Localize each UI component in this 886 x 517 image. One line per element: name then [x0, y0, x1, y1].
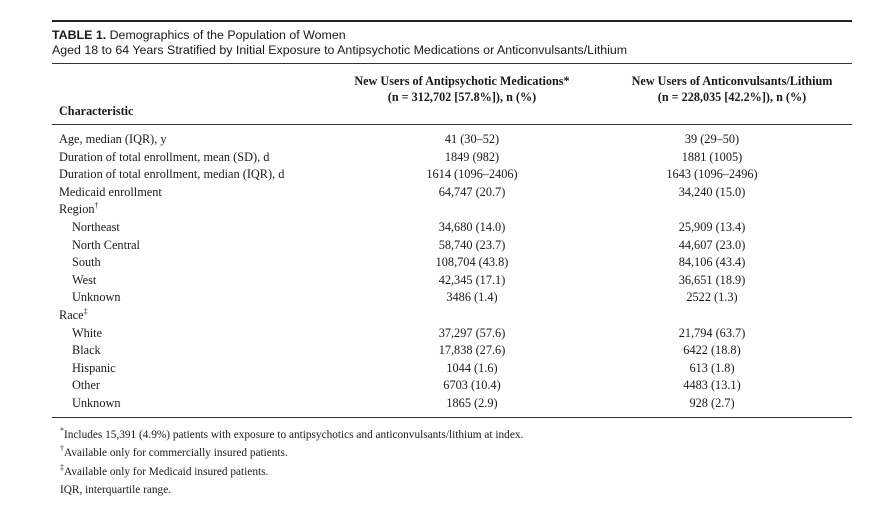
cell-antipsychotic: 6703 (10.4) — [443, 378, 501, 393]
table-row — [52, 131, 852, 149]
cell-antipsychotic: 108,704 (43.8) — [435, 255, 509, 270]
row-label — [72, 342, 101, 360]
demographics-table — [52, 20, 852, 500]
cell-antipsychotic: 1614 (1096–2406) — [426, 167, 518, 182]
row-label-text: Race — [59, 307, 84, 322]
table-row — [52, 377, 852, 395]
footnote-marker: † — [94, 201, 99, 211]
cell-anticonvulsant: 84,106 (43.4) — [678, 255, 746, 270]
cell-anticonvulsant: 34,240 (15.0) — [678, 184, 746, 199]
table-row — [52, 289, 852, 307]
table-row — [52, 184, 852, 202]
row-label-text: Northeast — [72, 219, 120, 234]
row-label-text: North Central — [72, 237, 140, 252]
row-label — [59, 149, 269, 167]
row-label-text: Duration of total enrollment, median (IQR), d — [59, 167, 285, 182]
cell-antipsychotic: 1849 (982) — [444, 149, 500, 164]
row-label — [72, 360, 116, 378]
footnote-text: Available only for Medicaid insured patients. — [64, 465, 269, 478]
row-label-text: Unknown — [72, 290, 121, 305]
row-label-text: South — [72, 255, 101, 270]
row-label — [72, 325, 102, 343]
cell-antipsychotic: 3486 (1.4) — [446, 290, 498, 305]
row-label-text: Other — [72, 378, 100, 393]
row-label — [59, 201, 99, 219]
table-row — [52, 307, 852, 325]
table-row — [52, 360, 852, 378]
row-label-text: Duration of total enrollment, mean (SD), d — [59, 149, 270, 164]
table-row — [52, 342, 852, 360]
footnote-text: IQR, interquartile range. — [60, 484, 172, 496]
table-header — [52, 64, 852, 124]
table-row — [52, 149, 852, 167]
row-label — [72, 377, 100, 395]
row-label — [72, 289, 121, 307]
table-row — [52, 254, 852, 272]
table-caption — [52, 22, 852, 58]
row-label-text: White — [72, 325, 103, 340]
cell-antipsychotic: 42,345 (17.1) — [438, 272, 506, 287]
row-label — [72, 237, 140, 255]
footnote-marker: † — [60, 444, 64, 454]
row-label-text: Region — [59, 202, 95, 217]
footnote-text: Includes 15,391 (4.9%) patients with exposure to antipsychotics and anticonvulsants/lithium at index. — [64, 428, 524, 441]
footnote-text: Available only for commercially insured patients. — [64, 447, 288, 459]
cell-anticonvulsant: 928 (2.7) — [689, 395, 735, 410]
footnote — [60, 481, 852, 500]
cell-anticonvulsant: 4483 (13.1) — [683, 378, 741, 393]
row-label — [72, 219, 120, 237]
footnote-marker: * — [60, 425, 64, 435]
table-title: Demographics of the Population of Women — [109, 28, 346, 42]
row-label — [59, 166, 284, 184]
header-antipsychotic-n: (n = 312,702 [57.8%]), n (%) — [387, 90, 537, 104]
table-footnotes — [52, 418, 852, 500]
header-anticonvulsant — [607, 73, 857, 105]
caption-line-1 — [52, 28, 852, 43]
cell-anticonvulsant: 6422 (18.8) — [683, 343, 741, 358]
cell-anticonvulsant: 2522 (1.3) — [686, 290, 738, 305]
cell-anticonvulsant: 613 (1.8) — [689, 360, 735, 375]
cell-antipsychotic: 58,740 (23.7) — [438, 237, 506, 252]
footnote — [60, 426, 852, 445]
table-row — [52, 325, 852, 343]
row-label — [72, 272, 96, 290]
header-characteristic: Characteristic — [59, 104, 134, 118]
cell-antipsychotic: 64,747 (20.7) — [438, 184, 506, 199]
table-body — [52, 125, 852, 417]
table-row — [52, 395, 852, 413]
cell-anticonvulsant: 21,794 (63.7) — [678, 325, 746, 340]
cell-antipsychotic: 37,297 (57.6) — [438, 325, 506, 340]
cell-anticonvulsant: 1881 (1005) — [681, 149, 743, 164]
table-row — [52, 237, 852, 255]
table-title-line-2: Aged 18 to 64 Years Stratified by Initial Exposure to Antipsychotic Medications or Anticonvulsants/Lithium — [52, 43, 628, 57]
cell-antipsychotic: 1044 (1.6) — [446, 360, 498, 375]
row-label-text: West — [72, 272, 97, 287]
cell-antipsychotic: 41 (30–52) — [444, 132, 500, 146]
cell-antipsychotic: 1865 (2.9) — [446, 395, 498, 410]
table-row — [52, 166, 852, 184]
cell-anticonvulsant: 44,607 (23.0) — [678, 237, 746, 252]
row-label — [72, 395, 121, 413]
header-anticonvulsant-n: (n = 228,035 [42.2%]), n (%) — [657, 90, 807, 104]
footnote-marker: ‡ — [60, 462, 64, 472]
row-label — [59, 307, 88, 325]
row-label-text: Age, median (IQR), y — [59, 132, 167, 146]
cell-antipsychotic: 17,838 (27.6) — [438, 343, 506, 358]
row-label-text: Medicaid enrollment — [59, 184, 162, 199]
row-label-text: Unknown — [72, 395, 121, 410]
row-label — [59, 184, 162, 202]
cell-antipsychotic: 34,680 (14.0) — [438, 219, 506, 234]
table-row — [52, 272, 852, 290]
row-label-text: Black — [72, 343, 101, 358]
table-row — [52, 219, 852, 237]
footnote-marker: ‡ — [83, 306, 88, 316]
footnote — [60, 463, 852, 482]
table-label: TABLE 1. — [52, 28, 107, 42]
footnote — [60, 444, 852, 463]
header-anticonvulsant-title: New Users of Anticonvulsants/Lithium — [631, 74, 833, 88]
cell-anticonvulsant: 25,909 (13.4) — [678, 219, 746, 234]
row-label — [72, 254, 101, 272]
row-label-text: Hispanic — [72, 360, 116, 375]
table-row — [52, 201, 852, 219]
row-label — [59, 131, 167, 149]
cell-anticonvulsant: 1643 (1096–2496) — [666, 167, 758, 182]
header-antipsychotic-title: New Users of Antipsychotic Medications* — [354, 74, 570, 88]
cell-anticonvulsant: 39 (29–50) — [684, 132, 740, 146]
cell-anticonvulsant: 36,651 (18.9) — [678, 272, 746, 287]
header-antipsychotic — [312, 73, 612, 105]
